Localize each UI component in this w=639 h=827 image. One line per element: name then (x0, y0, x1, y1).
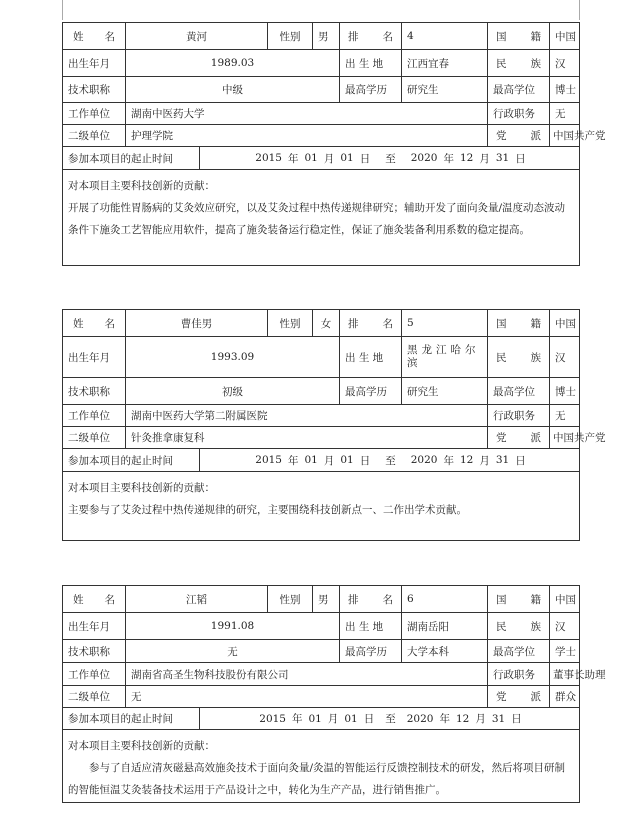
label-workplace: 工作单位 (68, 108, 110, 120)
label-nationality: 国 籍 (487, 586, 549, 612)
value-title: 无 (125, 640, 339, 662)
value-education: 研究生 (401, 77, 487, 102)
label-rank: 排 名 (339, 310, 401, 336)
value-gender: 女 (312, 310, 339, 336)
value-party: 群众 (549, 686, 581, 707)
label-secondary-unit: 二级单位 (68, 432, 110, 444)
label-ethnicity: 民 族 (487, 50, 549, 76)
page-margin-line-left (62, 0, 63, 20)
value-nationality: 中国 (549, 23, 581, 49)
page-margin-line-right (579, 0, 580, 20)
contribution-block (63, 472, 579, 540)
label-party: 党 派 (487, 125, 549, 146)
value-education: 大学本科 (401, 640, 487, 662)
value-name: 曹佳男 (125, 310, 267, 336)
label-name: 姓 名 (73, 593, 115, 606)
value-admin-post: 无 (549, 103, 581, 124)
label-secondary-unit: 二级单位 (68, 130, 110, 142)
value-gender: 男 (312, 586, 339, 612)
label-degree: 最高学位 (487, 378, 549, 404)
value-title: 中级 (125, 77, 339, 102)
value-nationality: 中国 (549, 586, 581, 612)
row-basic (63, 23, 579, 50)
label-workplace: 工作单位 (68, 668, 110, 681)
label-name: 姓 名 (73, 317, 115, 330)
row-workplace (63, 405, 579, 427)
row-title (63, 378, 579, 405)
value-birthplace: 江西宜春 (401, 50, 487, 76)
label-period: 参加本项目的起止时间 (68, 713, 173, 725)
person-card-1 (62, 22, 606, 266)
value-name: 黄河 (125, 23, 267, 49)
value-period: 2015 年 01 月 01 日 至 2020 年 12 月 31 日 (199, 708, 581, 729)
label-education: 最高学历 (339, 640, 401, 662)
value-secondary-unit: 护理学院 (125, 125, 487, 146)
value-rank: 5 (401, 310, 487, 336)
label-education: 最高学历 (339, 378, 401, 404)
label-rank: 排 名 (339, 586, 401, 612)
contribution-block (63, 170, 579, 265)
label-party: 党 派 (487, 427, 549, 448)
row-birth (63, 337, 579, 378)
contribution-label: 对本项目主要科技创新的贡献： (68, 180, 215, 192)
label-nationality: 国 籍 (487, 310, 549, 336)
row-period (63, 708, 579, 730)
label-degree: 最高学位 (487, 77, 549, 102)
row-basic (63, 310, 579, 337)
label-education: 最高学历 (339, 77, 401, 102)
label-birthplace: 出 生 地 (339, 50, 401, 76)
row-basic (63, 586, 579, 613)
contribution-text: 开展了功能性胃肠病的艾灸效应研究，以及艾灸过程中热传递规律研究；辅助开发了面向灸量/温度动态波动条件下施灸工艺智能应用软件，提高了施灸装备运行稳定性，保证了施灸装备利用系数的稳定提高。 (68, 202, 566, 236)
row-secondary-unit (63, 125, 606, 147)
label-party: 党 派 (487, 686, 549, 707)
value-workplace: 湖南中医药大学 (125, 103, 487, 124)
label-gender: 性别 (267, 310, 312, 336)
value-ethnicity: 汉 (549, 337, 581, 377)
value-degree: 学士 (549, 640, 581, 662)
label-period: 参加本项目的起止时间 (68, 454, 173, 467)
label-workplace: 工作单位 (68, 410, 110, 422)
label-nationality: 国 籍 (487, 23, 549, 49)
value-period: 2015 年 01 月 01 日 至 2020 年 12 月 31 日 (199, 449, 581, 471)
label-rank: 排 名 (339, 23, 401, 49)
value-ethnicity: 汉 (549, 50, 581, 76)
value-birthplace: 湖南岳阳 (401, 613, 487, 639)
row-title (63, 77, 579, 103)
value-rank: 4 (401, 23, 487, 49)
label-period: 参加本项目的起止时间 (68, 152, 173, 165)
row-birth (63, 613, 579, 640)
value-admin-post: 董事长助理 (549, 663, 581, 685)
row-workplace (63, 103, 579, 125)
row-secondary-unit (63, 427, 606, 449)
person-card-3 (62, 585, 606, 803)
contribution-label: 对本项目主要科技创新的贡献： (68, 740, 215, 752)
value-birth: 1991.08 (125, 613, 339, 639)
contribution-block (63, 730, 579, 802)
label-gender: 性别 (267, 23, 312, 49)
value-birth: 1989.03 (125, 50, 339, 76)
value-secondary-unit: 无 (125, 686, 487, 707)
value-secondary-unit: 针灸推拿康复科 (125, 427, 487, 448)
value-education: 研究生 (401, 378, 487, 404)
value-degree: 博士 (549, 77, 581, 102)
value-period: 2015 年 01 月 01 日 至 2020 年 12 月 31 日 (199, 147, 581, 169)
row-workplace (63, 663, 606, 686)
value-nationality: 中国 (549, 310, 581, 336)
label-title: 技术职称 (68, 645, 110, 658)
label-degree: 最高学位 (487, 640, 549, 662)
label-birth: 出生年月 (68, 57, 110, 70)
value-party: 中国共产党 (549, 427, 581, 448)
label-secondary-unit: 二级单位 (68, 691, 110, 703)
label-birthplace: 出 生 地 (339, 613, 401, 639)
label-birthplace: 出 生 地 (339, 337, 401, 377)
label-gender: 性别 (267, 586, 312, 612)
value-workplace: 湖南省高圣生物科技股份有限公司 (125, 663, 487, 685)
contribution-text: 参与了自适应清灰磁悬高效施灸技术于面向灸量/灸温的智能运行反馈控制技术的研发，然后将项目研制的智能恒温艾灸装备技术运用于产品设计之中，转化为生产产品，进行销售推广。 (68, 762, 566, 796)
row-title (63, 640, 579, 663)
value-rank: 6 (401, 586, 487, 612)
value-party: 中国共产党 (549, 125, 581, 146)
value-workplace: 湖南中医药大学第二附属医院 (125, 405, 487, 426)
value-name: 江韬 (125, 586, 267, 612)
label-title: 技术职称 (68, 385, 110, 398)
label-admin-post: 行政职务 (487, 663, 549, 685)
row-secondary-unit (63, 686, 579, 708)
label-admin-post: 行政职务 (487, 405, 549, 426)
value-admin-post: 无 (549, 405, 581, 426)
value-degree: 博士 (549, 378, 581, 404)
label-name: 姓 名 (73, 30, 115, 43)
value-gender: 男 (312, 23, 339, 49)
value-ethnicity: 汉 (549, 613, 581, 639)
label-birth: 出生年月 (68, 351, 110, 364)
contribution-label: 对本项目主要科技创新的贡献： (68, 482, 215, 494)
label-ethnicity: 民 族 (487, 613, 549, 639)
label-title: 技术职称 (68, 84, 110, 96)
person-card-2 (62, 309, 606, 541)
value-birthplace: 黑龙江哈尔滨 (401, 337, 487, 377)
value-title: 初级 (125, 378, 339, 404)
row-period (63, 147, 579, 170)
row-birth (63, 50, 579, 77)
label-admin-post: 行政职务 (487, 103, 549, 124)
row-period (63, 449, 579, 472)
contribution-text: 主要参与了艾灸过程中热传递规律的研究，主要围绕科技创新点一、二作出学术贡献。 (68, 504, 467, 516)
value-birth: 1993.09 (125, 337, 339, 377)
label-ethnicity: 民 族 (487, 337, 549, 377)
label-birth: 出生年月 (68, 620, 110, 633)
